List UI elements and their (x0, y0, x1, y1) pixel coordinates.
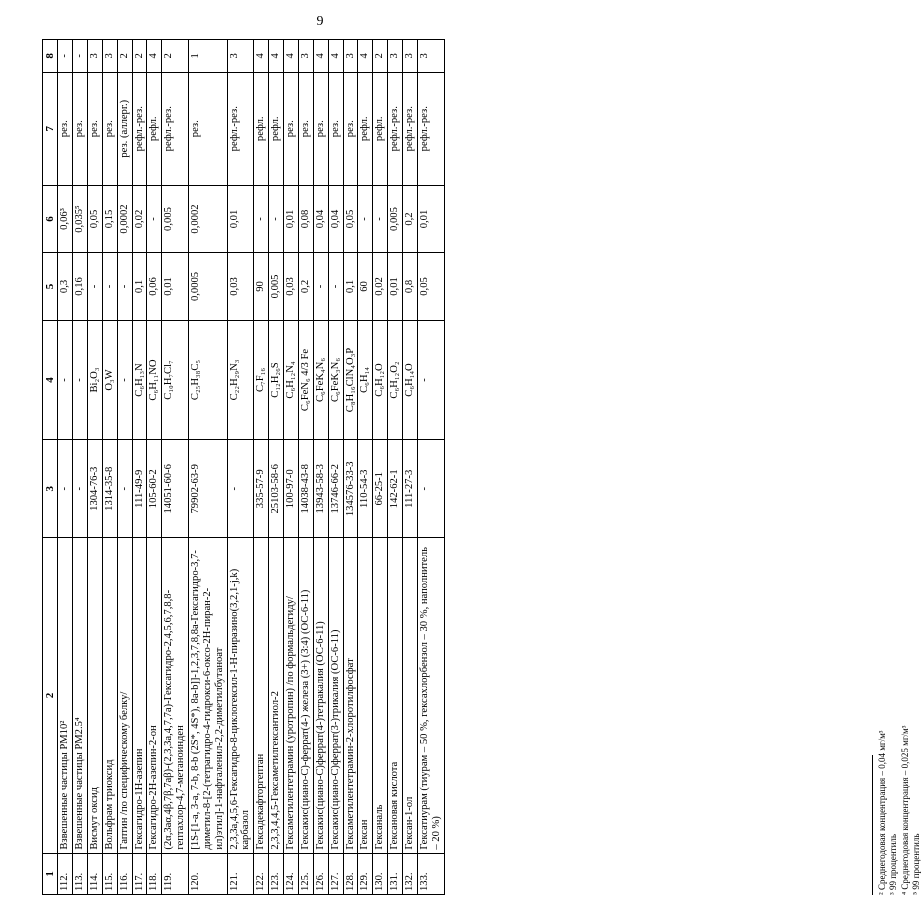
value-col6-cell: 0,2 (402, 185, 417, 252)
value-col5-cell: 0,05 (417, 253, 444, 320)
cas-number-cell: - (227, 440, 254, 538)
table-header-row (43, 40, 58, 895)
cas-number-cell: 100-97-0 (284, 440, 299, 538)
hazard-class-cell: рез. (58, 72, 73, 185)
substance-name-cell: Гексаметилентетрамин (уротропин) /по формальдегиду/ (284, 538, 299, 853)
substance-name-cell: Гексатиурам (тиурам – 50 %, гексахлорбензол – 30 %, наполнитель – 20 %) (417, 538, 444, 853)
class-cell: 3 (402, 40, 417, 73)
cas-number-cell: 79902-63-9 (189, 440, 228, 538)
value-col6-cell: 0,05 (343, 185, 358, 252)
value-col5-cell: - (117, 253, 132, 320)
value-col5-cell: 0,1 (132, 253, 147, 320)
hazard-class-cell: рез. (аллерг.) (117, 72, 132, 185)
value-col5-cell: 0,0005 (189, 253, 228, 320)
class-cell: 4 (147, 40, 162, 73)
cas-number-cell: 66-25-1 (373, 440, 388, 538)
header-cell: 8 (43, 40, 58, 73)
hazard-class-cell: рефл.-рез. (417, 72, 444, 185)
class-cell: 2 (117, 40, 132, 73)
hazard-class-cell: рез. (328, 72, 343, 185)
row-number-cell: 129. (358, 853, 373, 894)
table-row (402, 40, 417, 895)
cas-number-cell: 142-62-1 (388, 440, 403, 538)
substance-name-cell: Гексановая кислота (388, 538, 403, 853)
row-number-cell: 115. (102, 853, 117, 894)
value-col6-cell: - (358, 185, 373, 252)
row-number-cell: 124. (284, 853, 299, 894)
substance-name-cell: Гексаметилентетрамин-2-хлоротилфосфат (343, 538, 358, 853)
row-number-cell: 114. (88, 853, 103, 894)
cas-number-cell: 1314-35-8 (102, 440, 117, 538)
value-col6-cell: 0,01 (227, 185, 254, 252)
table-row (254, 40, 269, 895)
value-col6-cell: 0,01 (284, 185, 299, 252)
substance-name-cell: Гексакис(циано-С)-феррат(4-) железа (3+) (3:4) (ОС-6-11) (298, 538, 313, 853)
class-cell: 3 (298, 40, 313, 73)
table-row (388, 40, 403, 895)
row-number-cell: 130. (373, 853, 388, 894)
header-cell: 2 (43, 538, 58, 853)
substance-name-cell: Гексан-1-ол (402, 538, 417, 853)
row-number-cell: 128. (343, 853, 358, 894)
footnote: ⁵ 99 процентиль (910, 833, 921, 895)
value-col5-cell: 90 (254, 253, 269, 320)
hazard-class-cell: рез. (284, 72, 299, 185)
hazard-class-cell: рефл.-рез. (402, 72, 417, 185)
class-cell: 4 (328, 40, 343, 73)
class-cell: 3 (102, 40, 117, 73)
substance-name-cell: Вольфрам триоксид (102, 538, 117, 853)
cas-number-cell: 111-27-3 (402, 440, 417, 538)
cas-number-cell: 105-60-2 (147, 440, 162, 538)
table-row (189, 40, 228, 895)
footnote: ² Среднегодовая концентрация – 0,04 мг/м³ (877, 730, 887, 895)
page-number: 9 (316, 14, 324, 29)
table-row (58, 40, 73, 895)
value-col5-cell: 0,01 (162, 253, 189, 320)
class-cell: 3 (388, 40, 403, 73)
cas-number-cell: 134576-33-3 (343, 440, 358, 538)
value-col6-cell: 0,04 (328, 185, 343, 252)
cas-number-cell: 14051-60-6 (162, 440, 189, 538)
class-cell: 4 (313, 40, 328, 73)
value-col6-cell: 0,035⁵ (73, 185, 88, 252)
cas-number-cell: 335-57-9 (254, 440, 269, 538)
table-row (373, 40, 388, 895)
table-row (117, 40, 132, 895)
substance-name-cell: Гексаналь (373, 538, 388, 853)
rotated-sheet (42, 39, 921, 895)
substance-name-cell: 2,3,3,4,4,5-Гексаметилгексантиол-2 (269, 538, 284, 853)
formula-cell: Bi₂O₃ (88, 320, 103, 440)
class-cell: 3 (417, 40, 444, 73)
hazard-class-cell: рефл.-рез. (132, 72, 147, 185)
substance-name-cell: Гексагидро-1Н-азепин (132, 538, 147, 853)
value-col6-cell: 0,08 (298, 185, 313, 252)
value-col6-cell: - (147, 185, 162, 252)
value-col6-cell: 0,15 (102, 185, 117, 252)
hazard-class-cell: рез. (102, 72, 117, 185)
class-cell: - (58, 40, 73, 73)
table-row (88, 40, 103, 895)
hazard-class-cell: рефл.-рез. (162, 72, 189, 185)
class-cell: 4 (358, 40, 373, 73)
footnotes (872, 39, 922, 895)
substances-table (42, 39, 445, 895)
value-col6-cell: 0,05 (88, 185, 103, 252)
table-row (102, 40, 117, 895)
cas-number-cell: 25103-58-6 (269, 440, 284, 538)
table-row (227, 40, 254, 895)
table-row (147, 40, 162, 895)
table-row (358, 40, 373, 895)
formula-cell: C₇F₁₆ (254, 320, 269, 440)
table-row (269, 40, 284, 895)
value-col6-cell: - (269, 185, 284, 252)
table-row (343, 40, 358, 895)
table-row (298, 40, 313, 895)
footnote: ⁴ Среднегодовая концентрация – 0,025 мг/м³ (899, 725, 910, 895)
cas-number-cell: 110-54-3 (358, 440, 373, 538)
row-number-cell: 122. (254, 853, 269, 894)
cas-number-cell: 14038-43-8 (298, 440, 313, 538)
formula-cell: O₃W (102, 320, 117, 440)
value-col5-cell: 0,03 (227, 253, 254, 320)
cas-number-cell: 13943-58-3 (313, 440, 328, 538)
substance-name-cell: Висмут оксид (88, 538, 103, 853)
formula-cell: - (417, 320, 444, 440)
row-number-cell: 133. (417, 853, 444, 894)
table-row (132, 40, 147, 895)
header-cell: 7 (43, 72, 58, 185)
formula-cell: C₆FeK₃N₆ (328, 320, 343, 440)
class-cell: 2 (162, 40, 189, 73)
cas-number-cell: - (73, 440, 88, 538)
row-number-cell: 119. (162, 853, 189, 894)
table-row (313, 40, 328, 895)
header-cell: 5 (43, 253, 58, 320)
formula-cell: C₆H₁₄ (358, 320, 373, 440)
value-col5-cell: - (88, 253, 103, 320)
value-col6-cell: 0,02 (132, 185, 147, 252)
hazard-class-cell: рефл.-рез. (227, 72, 254, 185)
row-number-cell: 112. (58, 853, 73, 894)
substance-name-cell: Гексадекафторгептан (254, 538, 269, 853)
row-number-cell: 127. (328, 853, 343, 894)
row-number-cell: 125. (298, 853, 313, 894)
class-cell: - (73, 40, 88, 73)
hazard-class-cell: рез. (313, 72, 328, 185)
formula-cell: C₆H₁₄O (402, 320, 417, 440)
hazard-class-cell: рефл. (358, 72, 373, 185)
value-col5-cell: - (328, 253, 343, 320)
value-col6-cell: - (254, 185, 269, 252)
hazard-class-cell: рефл. (373, 72, 388, 185)
formula-cell: C₆FeN₆ 4/3 Fe (298, 320, 313, 440)
value-col6-cell: 0,06³ (58, 185, 73, 252)
substance-name-cell: Взвешенные частицы PM2.5⁴ (73, 538, 88, 853)
value-col5-cell: 0,02 (373, 253, 388, 320)
value-col5-cell: 60 (358, 253, 373, 320)
row-number-cell: 121. (227, 853, 254, 894)
hazard-class-cell: рез. (189, 72, 228, 185)
hazard-class-cell: рез. (298, 72, 313, 185)
cas-number-cell: 13746-66-2 (328, 440, 343, 538)
substance-name-cell: Взвешенные частицы PM10² (58, 538, 73, 853)
formula-cell: C₂₂H₂₉N₃ (227, 320, 254, 440)
formula-cell: C₆H₁₁NO (147, 320, 162, 440)
formula-cell: - (73, 320, 88, 440)
row-number-cell: 120. (189, 853, 228, 894)
header-cell: 3 (43, 440, 58, 538)
value-col6-cell: 0,0002 (189, 185, 228, 252)
footnote-rule (872, 755, 873, 895)
substance-name-cell: Гексан (358, 538, 373, 853)
value-col5-cell: 0,8 (402, 253, 417, 320)
formula-cell: C₈H₁₆ClN₄O₃P (343, 320, 358, 440)
value-col5-cell: - (102, 253, 117, 320)
value-col5-cell: 0,06 (147, 253, 162, 320)
row-number-cell: 132. (402, 853, 417, 894)
header-cell: 4 (43, 320, 58, 440)
class-cell: 3 (343, 40, 358, 73)
value-col6-cell: - (373, 185, 388, 252)
formula-cell: C₆H₁₂O₂ (388, 320, 403, 440)
value-col5-cell: 0,03 (284, 253, 299, 320)
formula-cell: C₂₅H₃₈C₅ (189, 320, 228, 440)
value-col6-cell: 0,04 (313, 185, 328, 252)
class-cell: 4 (254, 40, 269, 73)
class-cell: 3 (88, 40, 103, 73)
formula-cell: - (58, 320, 73, 440)
class-cell: 4 (269, 40, 284, 73)
formula-cell: C₁₂H₂₆S (269, 320, 284, 440)
value-col5-cell: 0,16 (73, 253, 88, 320)
hazard-class-cell: рефл. (269, 72, 284, 185)
substance-name-cell: Гексакис(циано-С)феррат(4-)тетракалия (ОС-6-11) (313, 538, 328, 853)
header-cell: 1 (43, 853, 58, 894)
hazard-class-cell: рез. (343, 72, 358, 185)
substance-name-cell: 2,3,3а,4,5,6-Гексагидро-8-циклогексил-1-Н-пиразино(3,2,1-j,k) карбазол (227, 538, 254, 853)
class-cell: 1 (189, 40, 228, 73)
row-number-cell: 123. (269, 853, 284, 894)
table-row (162, 40, 189, 895)
formula-cell: C₁₀H₇Cl₇ (162, 320, 189, 440)
hazard-class-cell: рефл. (147, 72, 162, 185)
table-row (417, 40, 444, 895)
class-cell: 3 (227, 40, 254, 73)
value-col5-cell: 0,1 (343, 253, 358, 320)
hazard-class-cell: рез. (88, 72, 103, 185)
value-col6-cell: 0,01 (417, 185, 444, 252)
hazard-class-cell: рефл. (254, 72, 269, 185)
row-number-cell: 113. (73, 853, 88, 894)
value-col6-cell: 0,0002 (117, 185, 132, 252)
row-number-cell: 131. (388, 853, 403, 894)
footnote: ³ 99 процентиль (888, 834, 899, 895)
class-cell: 2 (132, 40, 147, 73)
substance-name-cell: (2α,3аα,4β,7β,7аβ)-(2,3,3а,4,7,7а)-Гексагидро-2,4,5,6,7,8,8-гептахлор-4,7-метаноинден (162, 538, 189, 853)
row-number-cell: 117. (132, 853, 147, 894)
hazard-class-cell: рез. (73, 72, 88, 185)
formula-cell: C₆H₁₃N (132, 320, 147, 440)
formula-cell: C₆H₁₂N₄ (284, 320, 299, 440)
table-body (58, 40, 444, 895)
value-col6-cell: 0,005 (162, 185, 189, 252)
cas-number-cell: 111-49-9 (132, 440, 147, 538)
value-col6-cell: 0,005 (388, 185, 403, 252)
value-col5-cell: 0,01 (388, 253, 403, 320)
table-row (328, 40, 343, 895)
formula-cell: - (117, 320, 132, 440)
substance-name-cell: [1S-[1-a, 3-a, 7-b, 8-b (2S*, 4S*), 8a-b]]-1,2,3,7,8,8а-Гексагидро-3,7-диметил-8-[2-(тетрагидро-4-гидрокси-6-оксо-2Н-пиран-2-ил)этил]-1-нафталенил-2,2-диметилбутаноат (189, 538, 228, 853)
row-number-cell: 118. (147, 853, 162, 894)
class-cell: 2 (373, 40, 388, 73)
formula-cell: C₆H₁₂O (373, 320, 388, 440)
value-col5-cell: - (313, 253, 328, 320)
header-cell: 6 (43, 185, 58, 252)
row-number-cell: 126. (313, 853, 328, 894)
table-row (73, 40, 88, 895)
row-number-cell: 116. (117, 853, 132, 894)
substance-name-cell: Гексакис(циано-С)феррат(3-)трикалия (ОС-6-11) (328, 538, 343, 853)
substance-name-cell: Гаптин /по специфическому белку/ (117, 538, 132, 853)
cas-number-cell: - (58, 440, 73, 538)
class-cell: 4 (284, 40, 299, 73)
cas-number-cell: - (117, 440, 132, 538)
value-col5-cell: 0,3 (58, 253, 73, 320)
value-col5-cell: 0,2 (298, 253, 313, 320)
formula-cell: C₆FeK₄N₆ (313, 320, 328, 440)
hazard-class-cell: рефл.-рез. (388, 72, 403, 185)
cas-number-cell: 1304-76-3 (88, 440, 103, 538)
value-col5-cell: 0,005 (269, 253, 284, 320)
substance-name-cell: Гексагидро-2Н-азепин-2-он (147, 538, 162, 853)
table-row (284, 40, 299, 895)
cas-number-cell: - (417, 440, 444, 538)
